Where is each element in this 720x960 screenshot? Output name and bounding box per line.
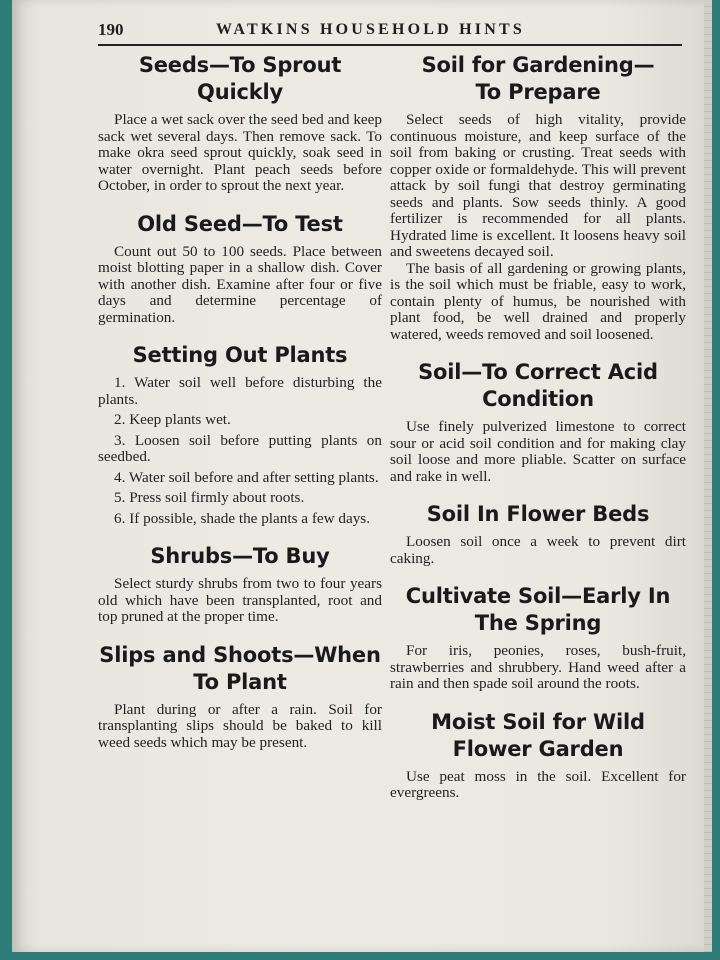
section-old-seed	[98, 211, 382, 327]
section-heading: Setting Out Plants	[132, 343, 348, 367]
section-setting-out-plants	[98, 342, 382, 527]
section-heading: Soil—To Correct Acid Condition	[418, 360, 658, 411]
section-heading: Soil for Gardening— To Prepare	[421, 53, 655, 104]
section-body: Use finely pulverized limestone to correct sour or acid soil condition and for making clay soil loose and more pliable. Scatter on surface and rake in well.	[390, 418, 686, 485]
section-body: Select sturdy shrubs from two to four years old which have been transplanted, root and top pruned at the proper time.	[98, 575, 382, 625]
section-body: The basis of all gardening or growing plants, is the soil which must be friable, easy to work, contain plenty of humus, be nourished with plant food, be well drained and properly watered, weeds removed and soil loosened.	[390, 259, 686, 343]
right-column	[390, 52, 686, 818]
section-body: Use peat moss in the soil. Excellent for evergreens.	[390, 767, 686, 801]
list-item: 5. Press soil firmly about roots.	[114, 489, 305, 506]
section-heading: Slips and Shoots—When To Plant	[99, 642, 381, 694]
running-title: WATKINS HOUSEHOLD HINTS	[216, 21, 525, 38]
page-header	[98, 18, 682, 46]
section-body: Plant during or after a rain. Soil for transplanting slips should be baked to kill weed seeds which may be present.	[98, 700, 382, 751]
section-seeds-sprout	[98, 52, 382, 195]
list-item: 3. Loosen soil before putting plants on seedbed.	[98, 431, 382, 465]
section-shrubs	[98, 543, 382, 626]
section-moist-soil	[390, 709, 686, 802]
section-cultivate-soil	[390, 583, 686, 693]
list-item: 1. Water soil well before disturbing the plants.	[98, 374, 382, 408]
left-column	[98, 52, 382, 767]
section-slips-shoots	[98, 642, 382, 752]
list-item: 6. If possible, shade the plants a few days.	[114, 509, 371, 527]
steps-list	[98, 375, 382, 527]
list-item: 2. Keep plants wet.	[114, 411, 231, 428]
page-number: 190	[98, 20, 124, 39]
page-edge-stack	[704, 0, 712, 952]
section-heading: Seeds—To Sprout Quickly	[138, 53, 342, 104]
section-body: Count out 50 to 100 seeds. Place between moist blotting paper in a shallow dish. Cover with another dish. Examine after four or five days and determine percentage of germination.	[98, 242, 382, 326]
section-heading: Old Seed—To Test	[137, 211, 343, 236]
book-page	[12, 0, 712, 952]
section-flower-beds	[390, 501, 686, 567]
section-heading: Soil In Flower Beds	[426, 502, 650, 526]
list-item: 4. Water soil before and after setting plants.	[114, 468, 379, 486]
section-heading: Shrubs—To Buy	[150, 544, 330, 568]
section-soil-gardening	[390, 52, 686, 343]
section-heading: Moist Soil for Wild Flower Garden	[431, 709, 645, 761]
section-body: Select seeds of high vitality, provide continuous moisture, and keep surface of the soil from baking or crusting. Treat seeds with copper oxide or formaldehyde. This will prevent attack by soil fungi that destroy germinating seeds and plants. Sow seeds thinly. A good fertilizer is recommended for all plants. Hydrated lime is excellent. It loosens heavy soil and sweetens decayed soil.	[390, 111, 686, 260]
section-body: Place a wet sack over the seed bed and keep sack wet several days. Then remove sack. To make okra seed sprout quickly, soak seed in water overnight. Plant peach seeds before October, in order to sprout the next year.	[98, 111, 382, 194]
section-body: Loosen soil once a week to prevent dirt caking.	[390, 533, 686, 567]
section-body: For iris, peonies, roses, bush-fruit, strawberries and shrubbery. Hand weed after a rain and then spade soil around the roots.	[390, 642, 686, 692]
section-soil-acid	[390, 359, 686, 485]
section-heading: Cultivate Soil—Early In The Spring	[405, 584, 671, 635]
